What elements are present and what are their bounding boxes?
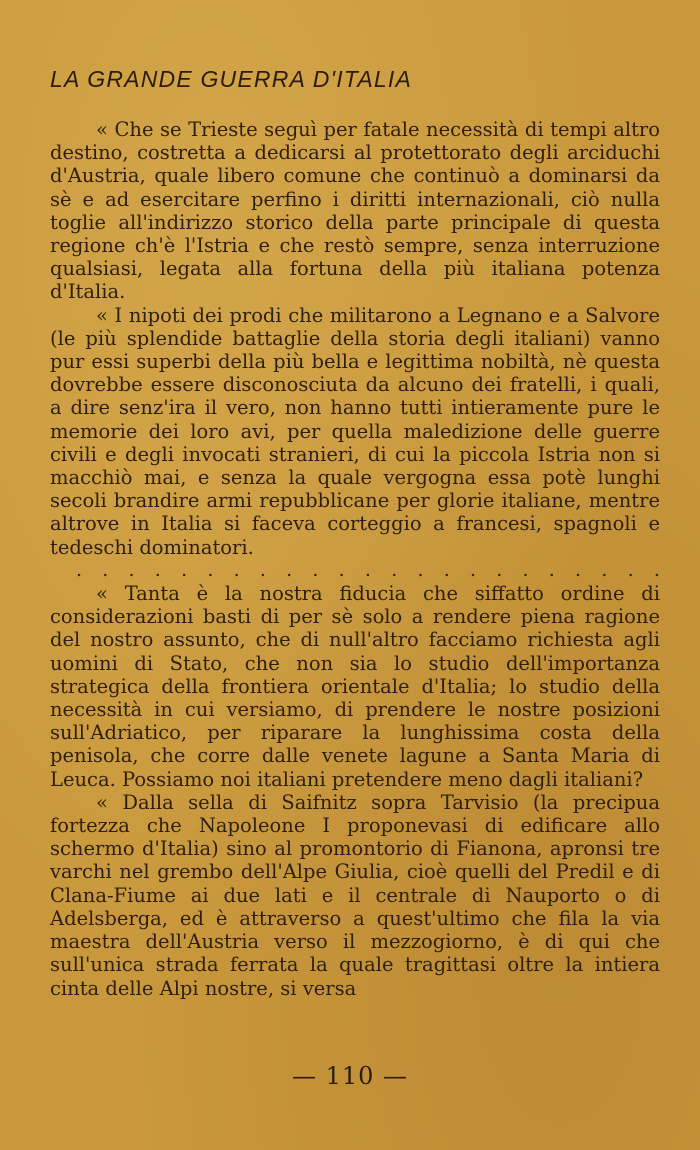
ellipsis-dot: . (181, 558, 188, 581)
ellipsis-dot: . (364, 558, 371, 581)
running-head: LA GRANDE GUERRA D'ITALIA (50, 66, 412, 92)
ellipsis-dot: . (469, 558, 477, 581)
ellipsis-dot: . (286, 558, 293, 581)
ellipsis-dot: . (154, 558, 161, 581)
ellipsis-dot: . (575, 558, 582, 581)
ellipsis-dot: . (259, 558, 266, 581)
paragraph-legnano: « I nipoti dei prodi che militarono a Legnano e a Salvore (le più splendide battaglie della storia degli italiani) vanno pur essi superbi della più bella e legittima nobiltà, nè questa dovrebbe essere disconosciuta da alcuno dei fratelli, i quali, a dire senz'ira il vero, non hanno tutti intieramente pure le memorie dei loro avi, per quella maledizione delle guerre civili e degli invocati stranieri, di cui la piccola Istria non si macchiò mai, e senza la quale vergogna essa potè lunghi secoli brandire armi repubblicane per glorie italiane, mentre altrove in Italia si faceva corteggio a francesi, spagnoli e tedeschi dominatori. (50, 303, 660, 559)
paragraph-fiducia: « Tanta è la nostra fiducia che siffatto ordine di considerazioni basti di per sè solo a rendere piena ragione del nostro assunto, che di null'altro facciamo richiesta agli uomini di Stato, che non sia lo studio dell'importanza strategica della frontiera orientale d'Italia; lo studio della necessità in cui versiamo, di prendere le nostre posizioni sull'Adriatico, per riparare la lunghissima costa della penisola, che corre dalle venete lagune a Santa Maria di Leuca. Possiamo noi italiani pretendere meno dagli italiani? (50, 582, 660, 791)
ellipsis-dot: . (128, 558, 135, 581)
ellipsis-dot: . (207, 558, 214, 581)
ellipsis-dot: . (443, 558, 450, 581)
ellipsis-dot: . (496, 558, 503, 581)
paragraph-trieste: « Che se Trieste seguì per fatale necessità di tempi altro destino, costretta a dedicarsi al protettorato degli arciduchi d'Austria, quale libero comune che continuò a dominarsi da sè e ad esercitare perfino i diritti internazionali, ciò nulla toglie all'indirizzo storico della parte principale di questa regione ch'è l'Istria e che restò sempre, senza interruzione qualsiasi, legata alla fortuna della più italiana potenza d'Italia. (50, 118, 660, 304)
ellipsis-dot: . (338, 558, 345, 581)
paragraph-saifnitz: « Dalla sella di Saifnitz sopra Tarvisio (la precipua fortezza che Napoleone I proponevasi di edificare allo schermo d'Italia) sino al promontorio di Fianona, apronsi tre varchi nel grembo dell'Alpe Giulia, cioè quelli del Predil e di Clana-Fiume ai due lati e il centrale di Nauporto o di Adelsberga, ed è attraverso a quest'ultimo che fila la via maestra dell'Austria verso il mezzogiorno, è di qui che sull'unica strada ferrata la quale tragittasi oltre la intiera cinta delle Alpi nostre, si versa (50, 790, 660, 1000)
ellipsis-dot: . (522, 558, 529, 581)
ellipsis-dot: . (233, 558, 240, 581)
ellipsis-dot: . (76, 558, 83, 581)
body-text (50, 118, 660, 1000)
ellipsis-dots-row (50, 559, 660, 582)
ellipsis-dot: . (627, 558, 634, 581)
ellipsis-dot: . (548, 558, 555, 581)
page-number: — 110 — (291, 1062, 409, 1090)
ellipsis-dot: . (601, 558, 608, 581)
ellipsis-dot: . (391, 558, 398, 581)
ellipsis-dot: . (417, 558, 424, 581)
ellipsis-dot: . (653, 558, 660, 581)
ellipsis-dot: . (102, 558, 109, 581)
ellipsis-dot: . (312, 558, 319, 581)
